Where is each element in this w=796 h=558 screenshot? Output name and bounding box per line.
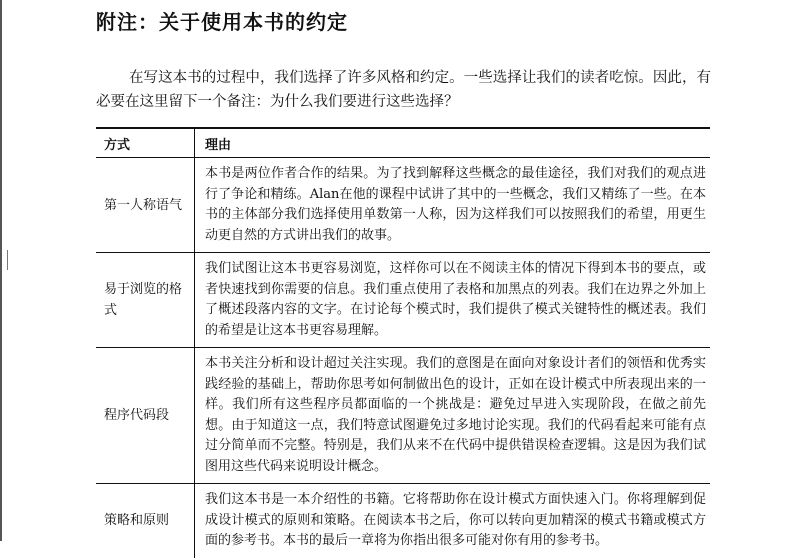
header-reason: 理由 bbox=[195, 128, 711, 158]
intro-paragraph: 在写这本书的过程中，我们选择了许多风格和约定。一些选择让我们的读者吃惊。因此，有必要在这里留下一个备注：为什么我们要进行这些选择？ bbox=[96, 70, 711, 110]
row-method: 易于浏览的格式 bbox=[96, 253, 195, 348]
table-row bbox=[96, 158, 710, 253]
row-reason: 本书关注分析和设计超过关注实现。我们的意图是在面向对象设计者们的领悟和优秀实践经验的基础上，帮助你思考如何制做出色的设计，正如在设计模式中所表现出来的一样。我们所有这些程序员都面临的一个挑战是：避免过早进入实现阶段，在做之前先想。由于知道这一点，我们特意试图避免过多地讨论实现。我们的代码看起来可能有点过分简单而不完整。特别是，我们从来不在代码中提供错误检查逻辑。这是因为我们试图用这些代码来说明设计概念。 bbox=[195, 348, 711, 484]
margin-mark bbox=[7, 250, 8, 270]
row-method: 程序代码段 bbox=[96, 348, 195, 484]
page-heading: 附注：关于使用本书的约定 bbox=[96, 10, 348, 34]
row-reason: 本书是两位作者合作的结果。为了找到解释这些概念的最佳途径，我们对我们的观点进行了争论和精练。Alan在他的课程中试讲了其中的一些概念，我们又精练了一些。在本书的主体部分我们选择使用单数第一人称，因为这样我们可以按照我们的希望，用更生动更自然的方式讲出我们的故事。 bbox=[195, 158, 711, 253]
table-row bbox=[96, 348, 710, 484]
row-reason: 我们这本书是一本介绍性的书籍。它将帮助你在设计模式方面快速入门。你将理解到促成设计模式的原则和策略。在阅读本书之后，你可以转向更加精深的模式书籍或模式方面的参考书。本书的最后一章将为你指出很多可能对你有用的参考书。 bbox=[205, 492, 706, 548]
row-method: 策略和原则 bbox=[96, 484, 195, 558]
conventions-table bbox=[96, 127, 710, 558]
row-method: 第一人称语气 bbox=[96, 158, 195, 253]
table-header-row bbox=[96, 128, 710, 158]
page-edge-line bbox=[0, 0, 2, 541]
table-row bbox=[96, 484, 710, 558]
row-reason: 我们试图让这本书更容易浏览，这样你可以在不阅读主体的情况下得到本书的要点，或者快速找到你需要的信息。我们重点使用了表格和加黑点的列表。我们在边界之外加上了概述段落内容的文字。在讨论每个模式时，我们提供了模式关键特性的概述表。我们的希望是让这本书更容易理解。 bbox=[195, 253, 711, 348]
table-row bbox=[96, 253, 710, 348]
header-method: 方式 bbox=[96, 128, 195, 158]
